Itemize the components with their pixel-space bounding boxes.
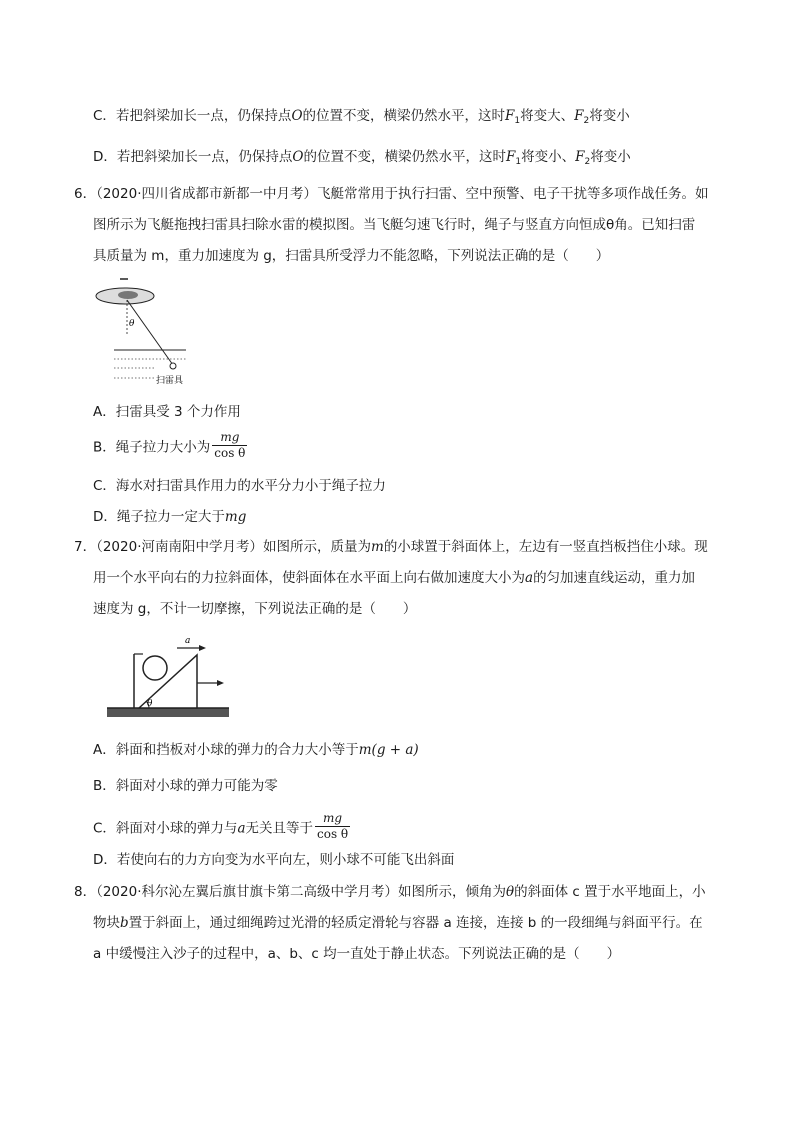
theta-label: θ — [129, 319, 135, 329]
q6-stem-line-3: 具质量为 m，重力加速度为 g，扫雷具所受浮力不能忽略，下列说法正确的是（ ） — [93, 248, 610, 264]
q7-option-b: B．斜面对小球的弹力可能为零 — [93, 778, 278, 794]
q8-stem-line-2: 物块b置于斜面上，通过细绳跨过光滑的轻质定滑轮与容器 a 连接，连接 b 的一段细绳与斜面平行。在 — [93, 915, 703, 931]
q6-b-fraction: $\frac{mg}{\text{cos θ}}$ — [214, 430, 246, 460]
q7-option-a: A．斜面和挡板对小球的弹力的合力大小等于m(g + a) — [93, 742, 419, 758]
q6-option-d: D．绳子拉力一定大于mg — [93, 509, 247, 525]
q7-stem-line-3: 速度为 g，不计一切摩擦，下列说法正确的是（ ） — [93, 601, 417, 617]
q6-figure-airship — [94, 270, 194, 390]
q7-stem-line-1: 7．（2020·河南南阳中学月考）如图所示，质量为m的小球置于斜面体上，左边有一竖直挡板挡住小球。现 — [74, 539, 708, 555]
q6-stem-line-2: 图所示为飞艇拖拽扫雷具扫除水雷的模拟图。当飞艇匀速飞行时，绳子与竖直方向恒成θ角。已知扫雷 — [93, 217, 696, 233]
acceleration-arrowhead — [199, 645, 206, 651]
q7-option-c: C．斜面对小球的弹力与a无关且等于 $\frac{mg}{\text{cos θ}}$ — [93, 811, 349, 841]
q6-stem-line-1: 6．（2020·四川省成都市新都一中月考）飞艇常常用于执行扫雷、空中预警、电子干扰等多项作战任务。如 — [74, 186, 709, 202]
force-arrowhead — [217, 680, 224, 686]
q5-option-c: C．若把斜梁加长一点，仍保持点O的位置不变，横梁仍然水平，这时$F_1$将变大、$F_2$将变小 — [93, 108, 630, 126]
q6-option-c: C．海水对扫雷具作用力的水平分力小于绳子拉力 — [93, 478, 386, 494]
q7-stem-line-2: 用一个水平向右的力拉斜面体，使斜面体在水平面上向右做加速度大小为a的匀加速直线运动，重力加 — [93, 570, 696, 586]
acceleration-label: a — [185, 636, 191, 646]
tow-rope — [127, 300, 173, 365]
ball — [143, 656, 167, 680]
ground — [107, 708, 229, 717]
q7-c-fraction: $\frac{mg}{\text{cos θ}}$ — [317, 811, 349, 841]
q8-stem-line-3: a 中缓慢注入沙子的过程中，a、b、c 均一直处于静止状态。下列说法正确的是（ ） — [93, 946, 621, 962]
q6-option-b: B．绳子拉力大小为 $\frac{mg}{\text{cos θ}}$ — [93, 430, 246, 460]
q6-option-a: A．扫雷具受 3 个力作用 — [93, 404, 241, 420]
q5-option-d: D．若把斜梁加长一点，仍保持点O的位置不变，横梁仍然水平，这时$F_1$将变小、$F_2$将变小 — [93, 149, 631, 167]
q7-option-d: D．若使向右的力方向变为水平向左，则小球不可能飞出斜面 — [93, 852, 455, 868]
theta-label: θ — [147, 699, 153, 709]
sweeper-label: 扫雷具 — [156, 376, 184, 386]
sweeper-device — [170, 363, 176, 369]
q7-figure-incline — [105, 630, 235, 722]
q8-stem-line-1: 8．（2020·科尔沁左翼后旗甘旗卡第二高级中学月考）如图所示，倾角为θ的斜面体 c 置于水平地面上，小 — [74, 884, 706, 900]
airship-gondola — [118, 291, 138, 299]
